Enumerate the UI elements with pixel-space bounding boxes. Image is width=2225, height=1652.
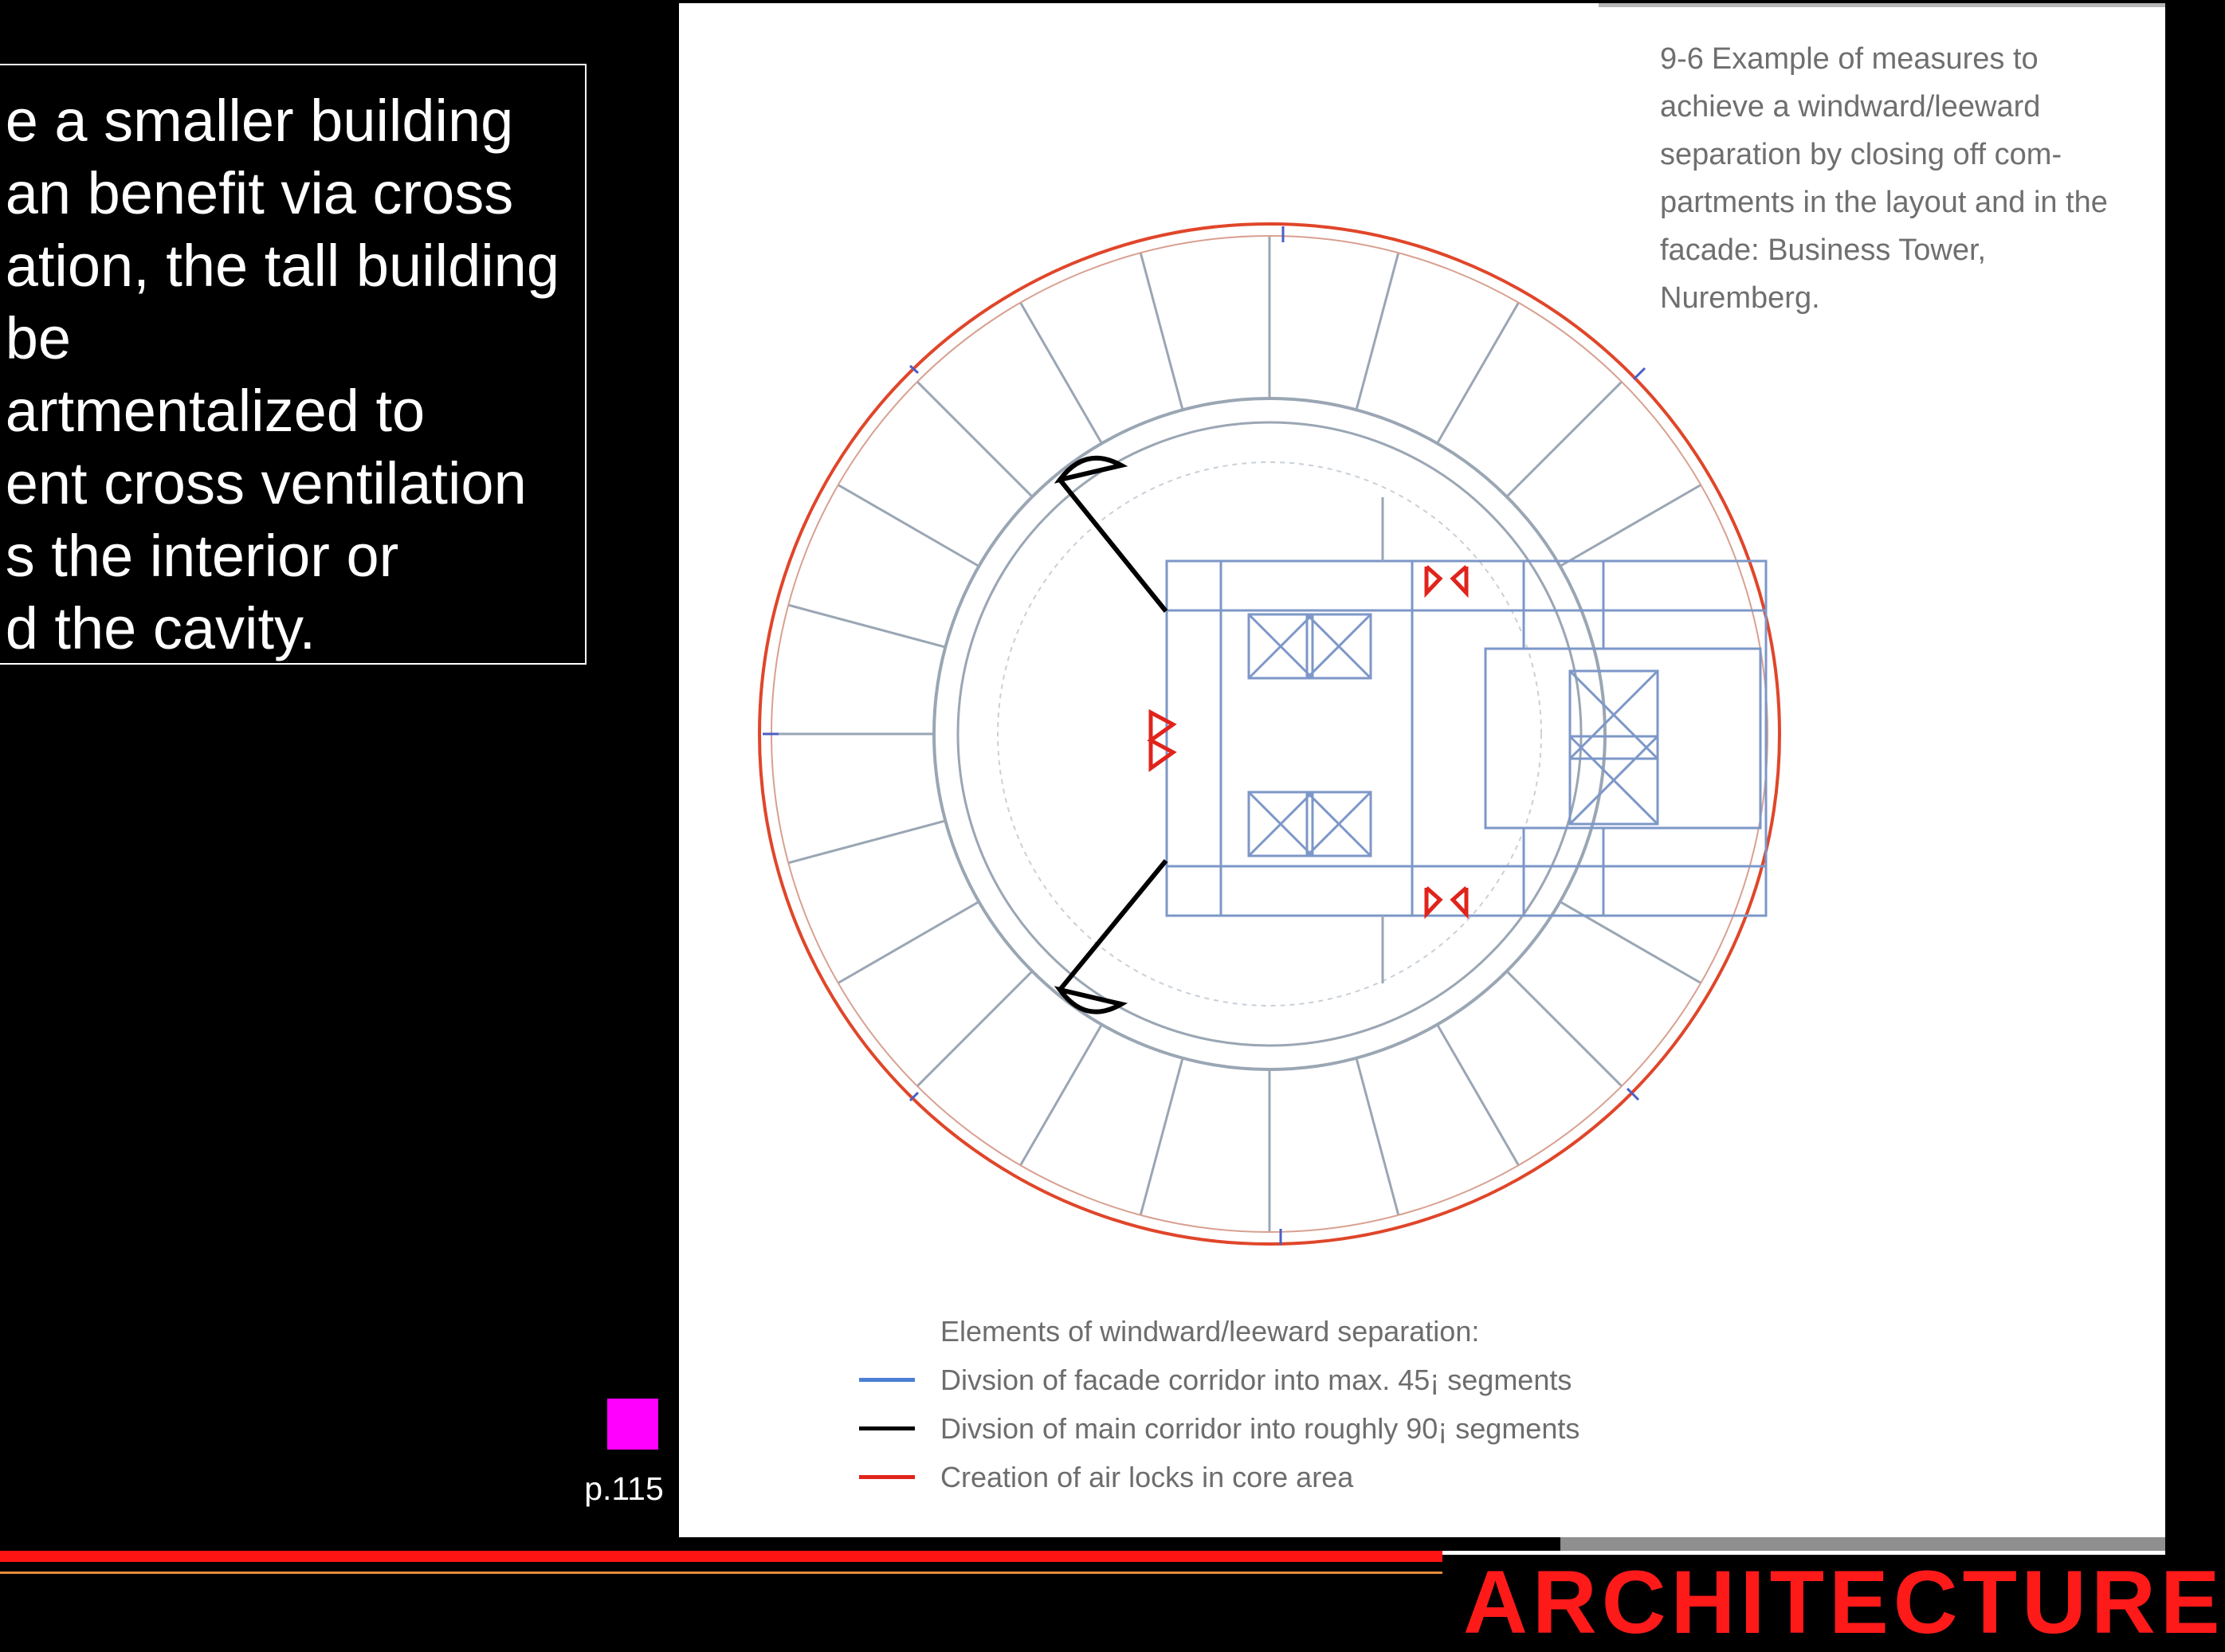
bay-wall — [1356, 1058, 1399, 1215]
bay-wall — [1507, 971, 1622, 1086]
legend-swatch — [859, 1378, 915, 1382]
slide-text-line: ent cross ventilation — [5, 450, 527, 516]
bay-wall — [917, 971, 1032, 1086]
corridor-inner-ring — [958, 422, 1581, 1046]
slide-text-line: e a smaller building — [5, 88, 514, 154]
legend-item-label: Divsion of main corridor into roughly 90¡ segments — [940, 1412, 1580, 1445]
bay-wall — [838, 485, 979, 567]
facade-division-marks — [763, 226, 1645, 1245]
bay-wall — [788, 821, 945, 863]
figure-caption-text: Example of measures to achieve a windward/leeward separation by closing off com-partments in the layout and in the facade: Business Tower, Nuremberg. — [1660, 42, 2108, 315]
footer-bar-shade — [1560, 1537, 2165, 1551]
brand-wordmark: ARCHITECTURE — [1463, 1552, 2225, 1652]
slide-text-lines — [6, 84, 559, 665]
bay-wall — [1356, 253, 1399, 410]
slide-text-line: d the cavity. — [5, 595, 316, 661]
figure-panel — [679, 3, 2165, 1537]
bay-wall — [1140, 1058, 1183, 1215]
bay-wall — [1021, 303, 1102, 444]
bay-wall — [1438, 303, 1519, 444]
legend-title: Elements of windward/leeward separation: — [940, 1315, 1480, 1348]
legend-item — [859, 1404, 1579, 1453]
slide-text-line: ation, the tall building — [5, 233, 559, 299]
bay-wall — [1560, 485, 1701, 567]
bay-wall — [1140, 253, 1183, 410]
slide-text-line: artmentalized to — [5, 378, 426, 444]
slide-text-line: an benefit via cross — [5, 160, 514, 226]
bay-wall — [1560, 902, 1701, 983]
corridor-outer-ring — [934, 398, 1605, 1069]
figure-caption — [1660, 35, 2138, 322]
core-east-block — [1485, 649, 1760, 828]
bay-wall — [788, 605, 945, 647]
legend — [859, 1307, 1579, 1501]
figure-number: 9-6 — [1660, 42, 1704, 76]
footer-brand-bar — [1442, 1551, 2225, 1652]
legend-swatch — [859, 1426, 915, 1430]
bay-wall — [838, 902, 979, 983]
core — [1167, 561, 1766, 916]
legend-swatch — [859, 1475, 915, 1479]
bay-wall — [1507, 382, 1622, 496]
slide-text-line: be — [5, 305, 72, 371]
bay-wall — [1021, 1025, 1102, 1166]
legend-item — [859, 1453, 1579, 1501]
core-boundary-ring — [998, 462, 1541, 1006]
legend-item-label: Creation of air locks in core area — [940, 1461, 1354, 1493]
legend-item-label: Divsion of facade corridor into max. 45¡ segments — [940, 1364, 1572, 1396]
magenta-marker — [607, 1399, 658, 1450]
radial-bays — [771, 236, 1701, 1232]
footer-thin-rule — [0, 1572, 1450, 1574]
legend-item — [859, 1356, 1579, 1404]
slide-text-box — [0, 64, 587, 665]
bay-wall — [1438, 1025, 1519, 1166]
page-number: p.115 — [584, 1470, 664, 1507]
bay-wall — [917, 382, 1032, 496]
slide-text-line: s the interior or — [5, 523, 399, 589]
footer-red-rule — [0, 1551, 1450, 1562]
